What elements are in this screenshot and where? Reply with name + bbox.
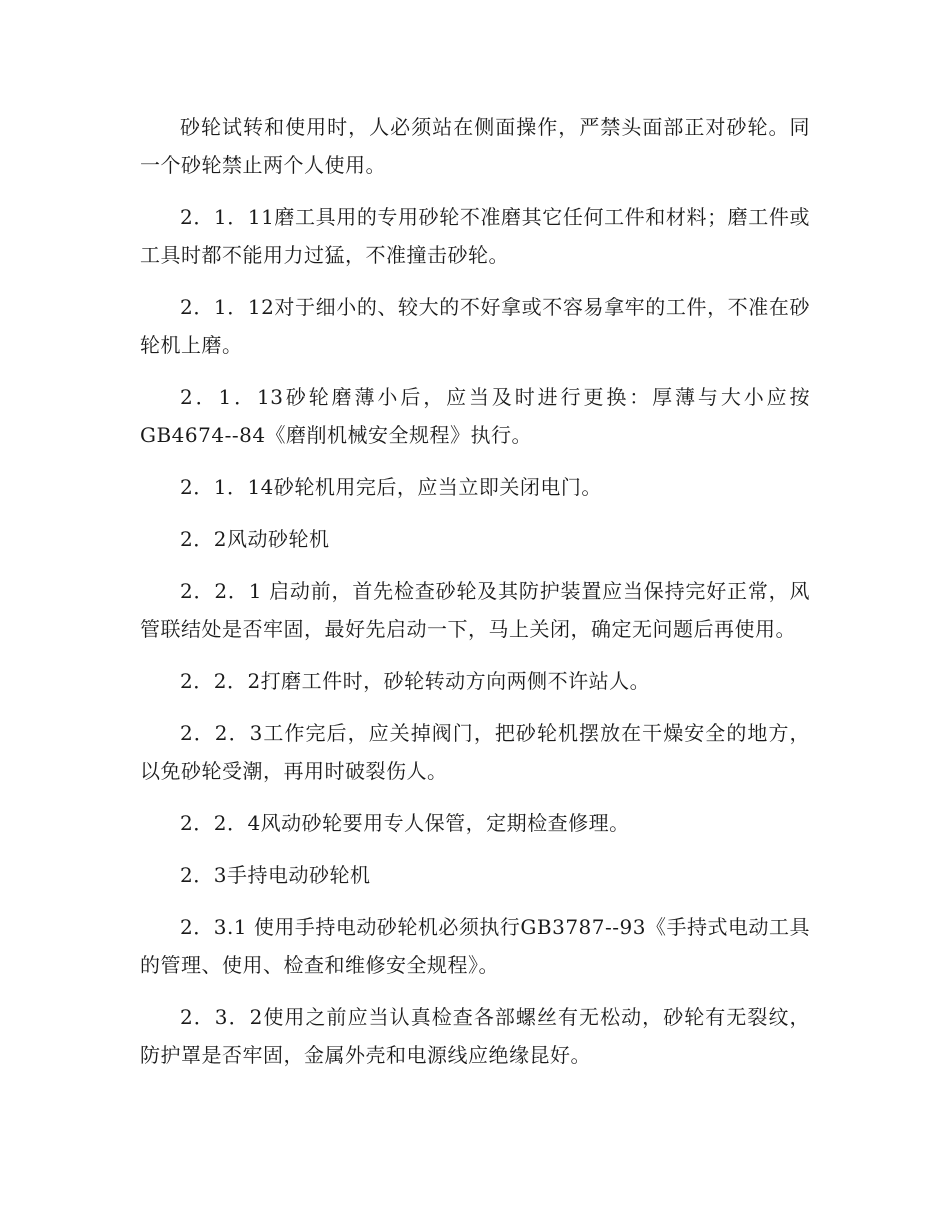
section-heading-2-2: 2．2风动砂轮机	[180, 527, 330, 551]
paragraph-5: 2．1．14砂轮机用完后，应当立即关闭电门。	[180, 475, 602, 499]
paragraph-10: 2．2．4风动砂轮要用专人保管，定期检查修理。	[180, 811, 630, 835]
paragraph-9: 2．2．3工作完后，应关掉阀门，把砂轮机摆放在干燥安全的地方，以免砂轮受潮，再用时破裂伤人。	[140, 721, 810, 783]
paragraph-7: 2．2．1 启动前，首先检查砂轮及其防护装置应当保持完好正常，风管联结处是否牢固，最好先启动一下，马上关闭，确定无问题后再使用。	[140, 579, 810, 641]
paragraph-1: 砂轮试转和使用时，人必须站在侧面操作，严禁头面部正对砂轮。同一个砂轮禁止两个人使用。	[140, 115, 810, 177]
paragraph-8: 2．2．2打磨工件时，砂轮转动方向两侧不许站人。	[180, 669, 651, 693]
paragraph-12: 2．3.1 使用手持电动砂轮机必须执行GB3787--93《手持式电动工具的管理、使用、检查和维修安全规程》。	[140, 915, 810, 977]
document-body	[140, 108, 810, 1088]
section-heading-2-3: 2．3手持电动砂轮机	[180, 863, 371, 887]
paragraph-2: 2．1．11磨工具用的专用砂轮不准磨其它任何工件和材料；磨工件或工具时都不能用力过猛，不准撞击砂轮。	[140, 205, 810, 267]
paragraph-3: 2．1．12对于细小的、较大的不好拿或不容易拿牢的工件，不准在砂轮机上磨。	[140, 295, 810, 357]
paragraph-4: 2．1．13砂轮磨薄小后，应当及时进行更换：厚薄与大小应按GB4674--84《磨削机械安全规程》执行。	[140, 385, 810, 447]
paragraph-13: 2．3．2使用之前应当认真检查各部螺丝有无松动，砂轮有无裂纹，防护罩是否牢固，金属外壳和电源线应绝缘昆好。	[140, 1005, 810, 1067]
